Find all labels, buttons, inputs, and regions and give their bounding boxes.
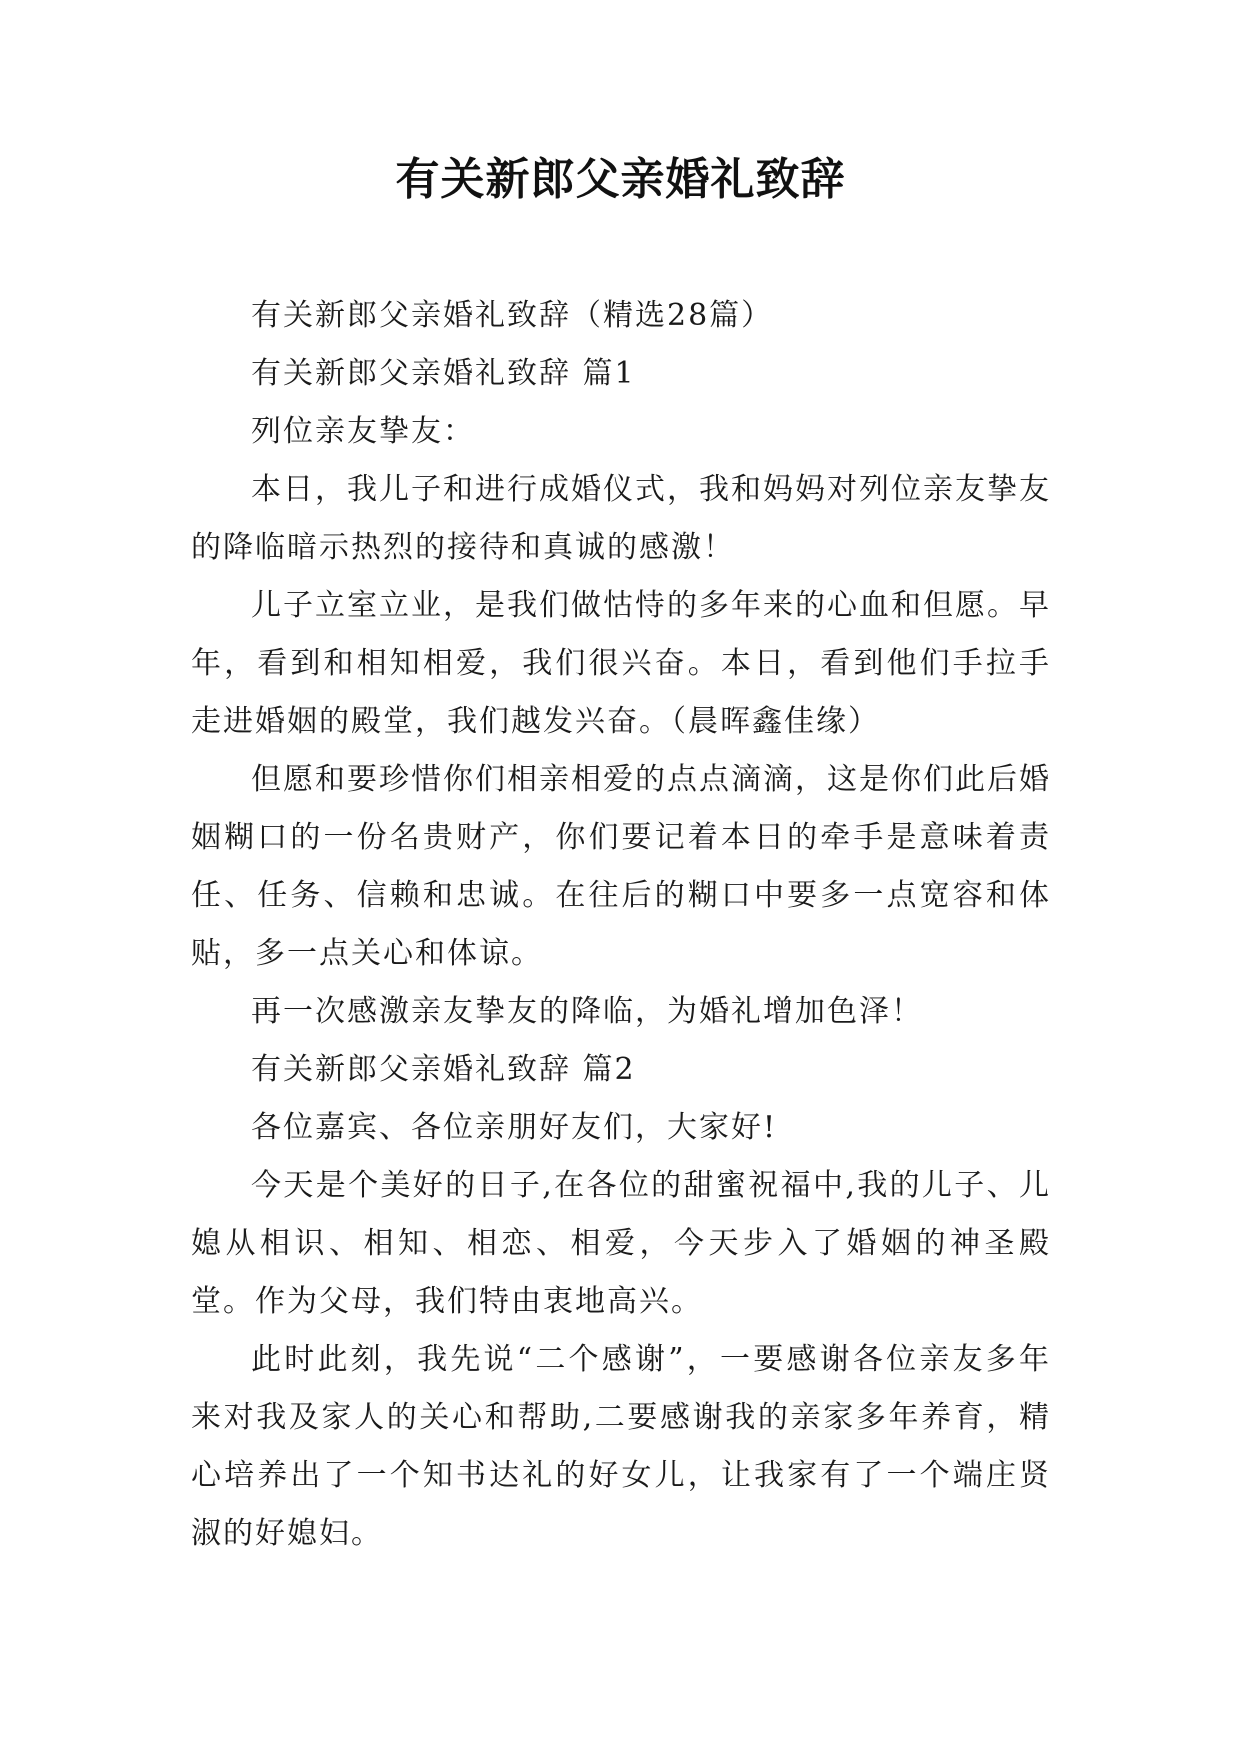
paragraph: 但愿和要珍惜你们相亲相爱的点点滴滴，这是你们此后婚姻糊口的一份名贵财产，你们要记着本日的牵手是意味着责任、任务、信赖和忠诚。在往后的糊口中要多一点宽容和体贴，多一点关心和体谅。 — [191, 762, 1051, 971]
paragraph-salutation-2: 各位嘉宾、各位亲朋好友们，大家好! — [251, 1110, 778, 1145]
paragraph-section-heading-1: 有关新郎父亲婚礼致辞 篇1 — [251, 356, 636, 391]
paragraph: 儿子立室立业，是我们做怙恃的多年来的心血和但愿。早年，看到和相知相爱，我们很兴奋。本日，看到他们手拉手走进婚姻的殿堂，我们越发兴奋。（晨晖鑫佳缘） — [191, 588, 1051, 739]
paragraph-subtitle: 有关新郎父亲婚礼致辞（精选28篇） — [251, 298, 774, 333]
document-body — [191, 287, 1051, 1563]
document-title: 有关新郎父亲婚礼致辞 — [395, 154, 846, 205]
paragraph-salutation-1: 列位亲友挚友： — [251, 414, 475, 449]
paragraph: 本日，我儿子和进行成婚仪式，我和妈妈对列位亲友挚友的降临暗示热烈的接待和真诚的感激！ — [191, 472, 1051, 565]
paragraph: 此时此刻，我先说“二个感谢”，一要感谢各位亲友多年来对我及家人的关心和帮助,二要感谢我的亲家多年养育，精心培养出了一个知书达礼的好女儿，让我家有了一个端庄贤淑的好媳妇。 — [191, 1342, 1051, 1551]
paragraph-section-heading-2: 有关新郎父亲婚礼致辞 篇2 — [251, 1052, 636, 1087]
paragraph: 今天是个美好的日子,在各位的甜蜜祝福中,我的儿子、儿媳从相识、相知、相恋、相爱，今天步入了婚姻的神圣殿堂。作为父母，我们特由衷地高兴。 — [191, 1168, 1051, 1319]
paragraph: 再一次感激亲友挚友的降临，为婚礼增加色泽！ — [251, 994, 923, 1029]
